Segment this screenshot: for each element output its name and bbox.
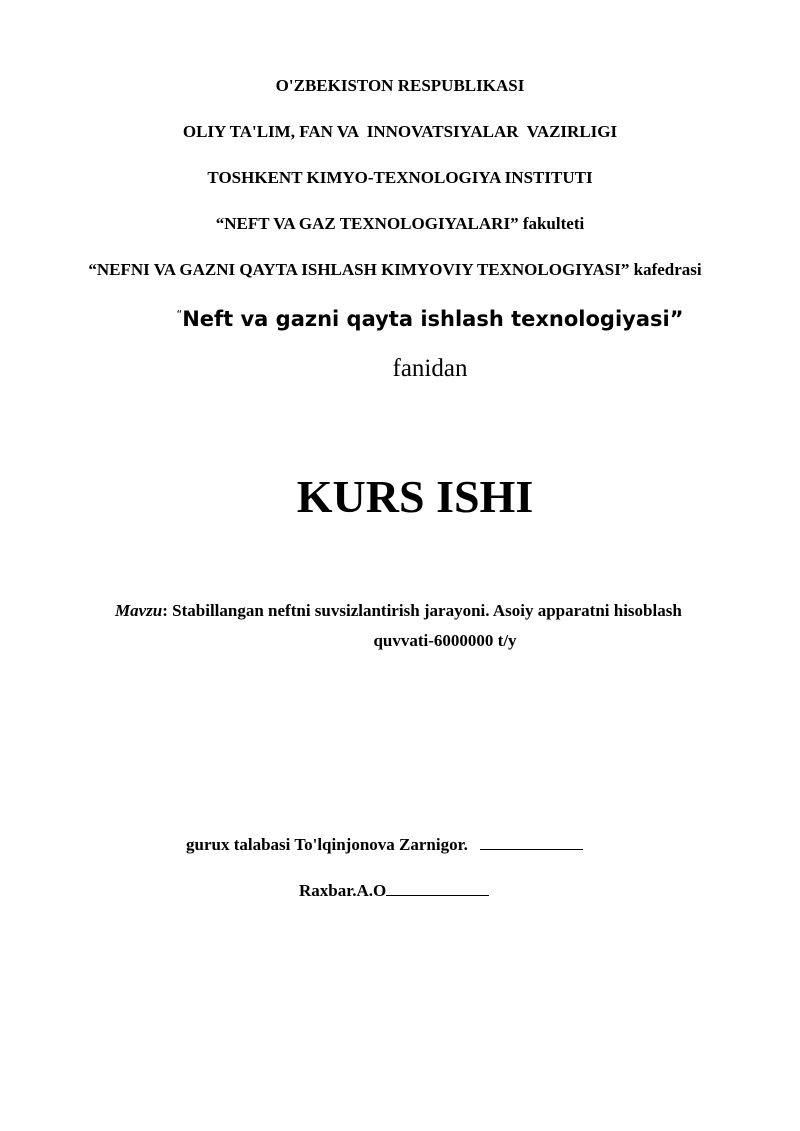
subject-open-quote: “ bbox=[176, 308, 183, 321]
student-name: gurux talabasi To'lqinjonova Zarnigor. bbox=[186, 835, 468, 854]
topic-label: Mavzu bbox=[115, 601, 163, 620]
subject-title bbox=[60, 307, 800, 331]
subject-suffix: fanidan bbox=[392, 355, 468, 382]
ministry-heading: OLIY TA'LIM, FAN VA INNOVATSIYALAR VAZIRLIGI bbox=[182, 122, 618, 141]
topic-line-2: quvvati-6000000 t/y bbox=[373, 631, 517, 650]
student-signature-line bbox=[186, 834, 583, 855]
leader-signature-line bbox=[299, 880, 489, 901]
document-type-title: KURS ISHI bbox=[296, 471, 534, 522]
leader-name: Raxbar.A.O bbox=[299, 881, 387, 900]
republic-heading: O'ZBEKISTON RESPUBLIKASI bbox=[275, 76, 525, 95]
institute-heading: TOSHKENT KIMYO-TEXNOLOGIYA INSTITUTI bbox=[207, 168, 593, 187]
faculty-heading: “NEFT VA GAZ TEXNOLOGIYALARI” fakulteti bbox=[215, 214, 585, 233]
leader-signature-blank bbox=[386, 880, 489, 896]
department-heading: “NEFNI VA GAZNI QAYTA ISHLASH KIMYOVIY TEXNOLOGIYASI” kafedrasi bbox=[88, 260, 702, 279]
topic-line-1: : Stabillangan neftni suvsizlantirish jarayoni. Asoiy apparatni hisoblash bbox=[162, 601, 682, 620]
topic-block bbox=[115, 596, 755, 656]
subject-name: Neft va gazni qayta ishlash texnologiyasi” bbox=[182, 307, 684, 331]
student-signature-blank bbox=[480, 834, 583, 850]
